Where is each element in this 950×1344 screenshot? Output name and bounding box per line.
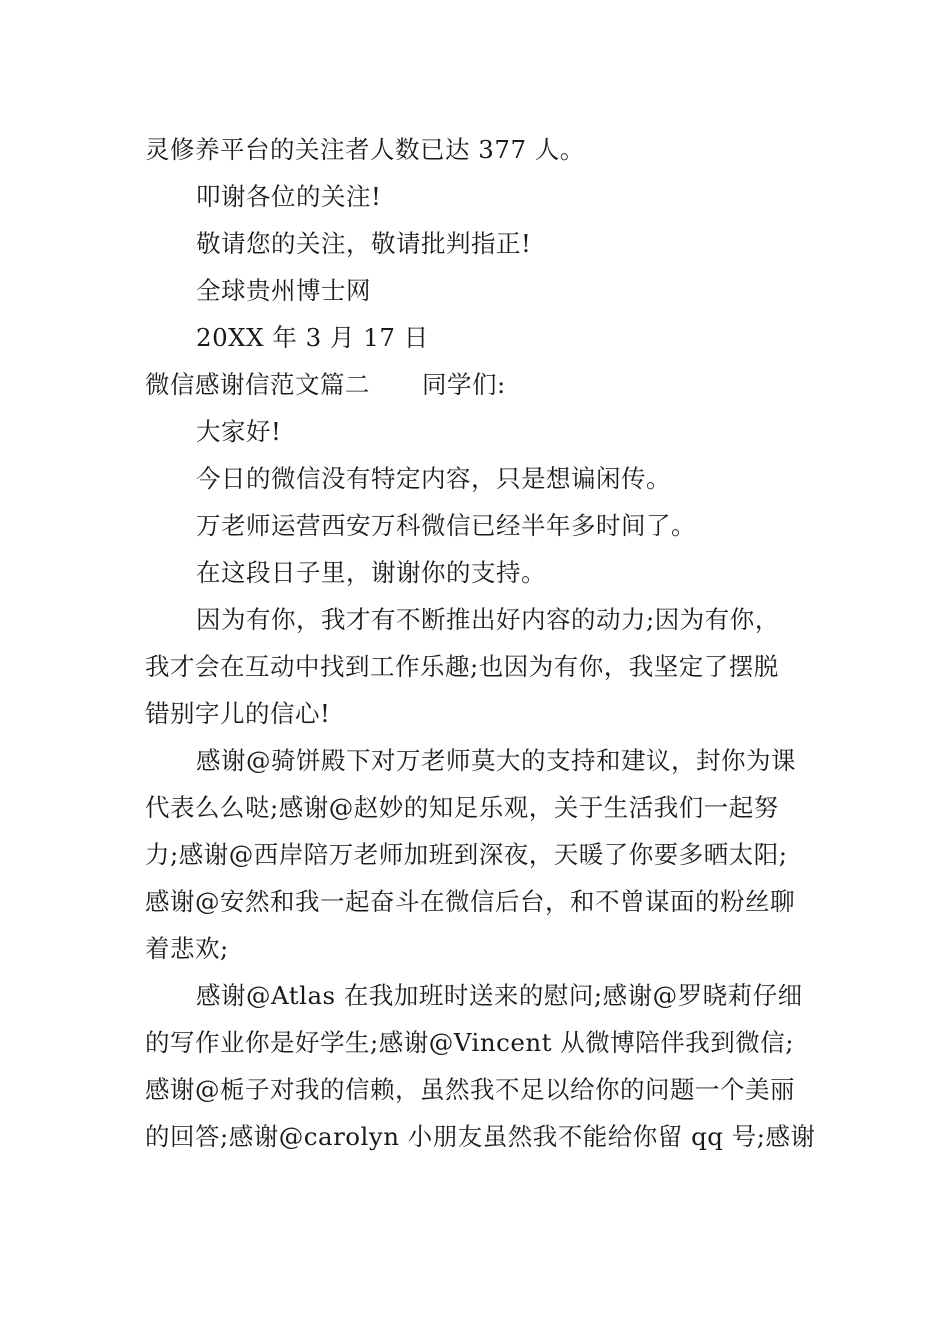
salutation: 同学们:: [422, 370, 506, 399]
signature-organization: 全球贵州博士网: [196, 276, 371, 305]
text-line: 感谢@Atlas 在我加班时送来的慰问;感谢@罗晓莉仔细: [196, 981, 803, 1010]
text-line: 在这段日子里，谢谢你的支持。: [196, 558, 546, 587]
paragraph: [145, 972, 816, 1160]
text-line: 着悲欢;: [145, 934, 229, 963]
section-heading: [145, 361, 810, 408]
text-line: 力;感谢@西岸陪万老师加班到深夜，天暖了你要多晒太阳;: [145, 840, 788, 869]
text-line: 因为有你，我才有不断推出好内容的动力;因为有你，: [196, 605, 780, 634]
paragraph: [145, 737, 810, 972]
text-line: 今日的微信没有特定内容，只是想谝闲传。: [196, 464, 671, 493]
text-line: 的回答;感谢@carolyn 小朋友虽然我不能给你留 qq 号;感谢: [145, 1122, 816, 1151]
text-line: 的写作业你是好学生;感谢@Vincent 从微博陪伴我到微信;: [145, 1028, 795, 1057]
text-line: 感谢@安然和我一起奋斗在微信后台，和不曾谋面的粉丝聊: [145, 887, 795, 916]
text-line: 万老师运营西安万科微信已经半年多时间了。: [196, 511, 696, 540]
signature-date: 20XX 年 3 月 17 日: [196, 323, 429, 352]
text-line: 感谢@栀子对我的信赖，虽然我不足以给你的问题一个美丽: [145, 1075, 795, 1104]
text-line: 灵修养平台的关注者人数已达 377 人。: [145, 135, 585, 164]
text-line: 错别字儿的信心!: [145, 699, 331, 728]
text-line: 代表么么哒;感谢@赵妙的知足乐观，关于生活我们一起努: [145, 793, 779, 822]
section-title: 微信感谢信范文篇二: [145, 370, 370, 399]
text-line: 感谢@骑饼殿下对万老师莫大的支持和建议，封你为课: [196, 746, 796, 775]
greeting-line: 大家好!: [196, 417, 282, 446]
text-line: 我才会在互动中找到工作乐趣;也因为有你，我坚定了摆脱: [145, 652, 779, 681]
document-body: [145, 126, 816, 1160]
text-line: 敬请您的关注，敬请批判指正!: [196, 229, 532, 258]
paragraph: [145, 596, 810, 737]
text-line: 叩谢各位的关注!: [196, 182, 382, 211]
